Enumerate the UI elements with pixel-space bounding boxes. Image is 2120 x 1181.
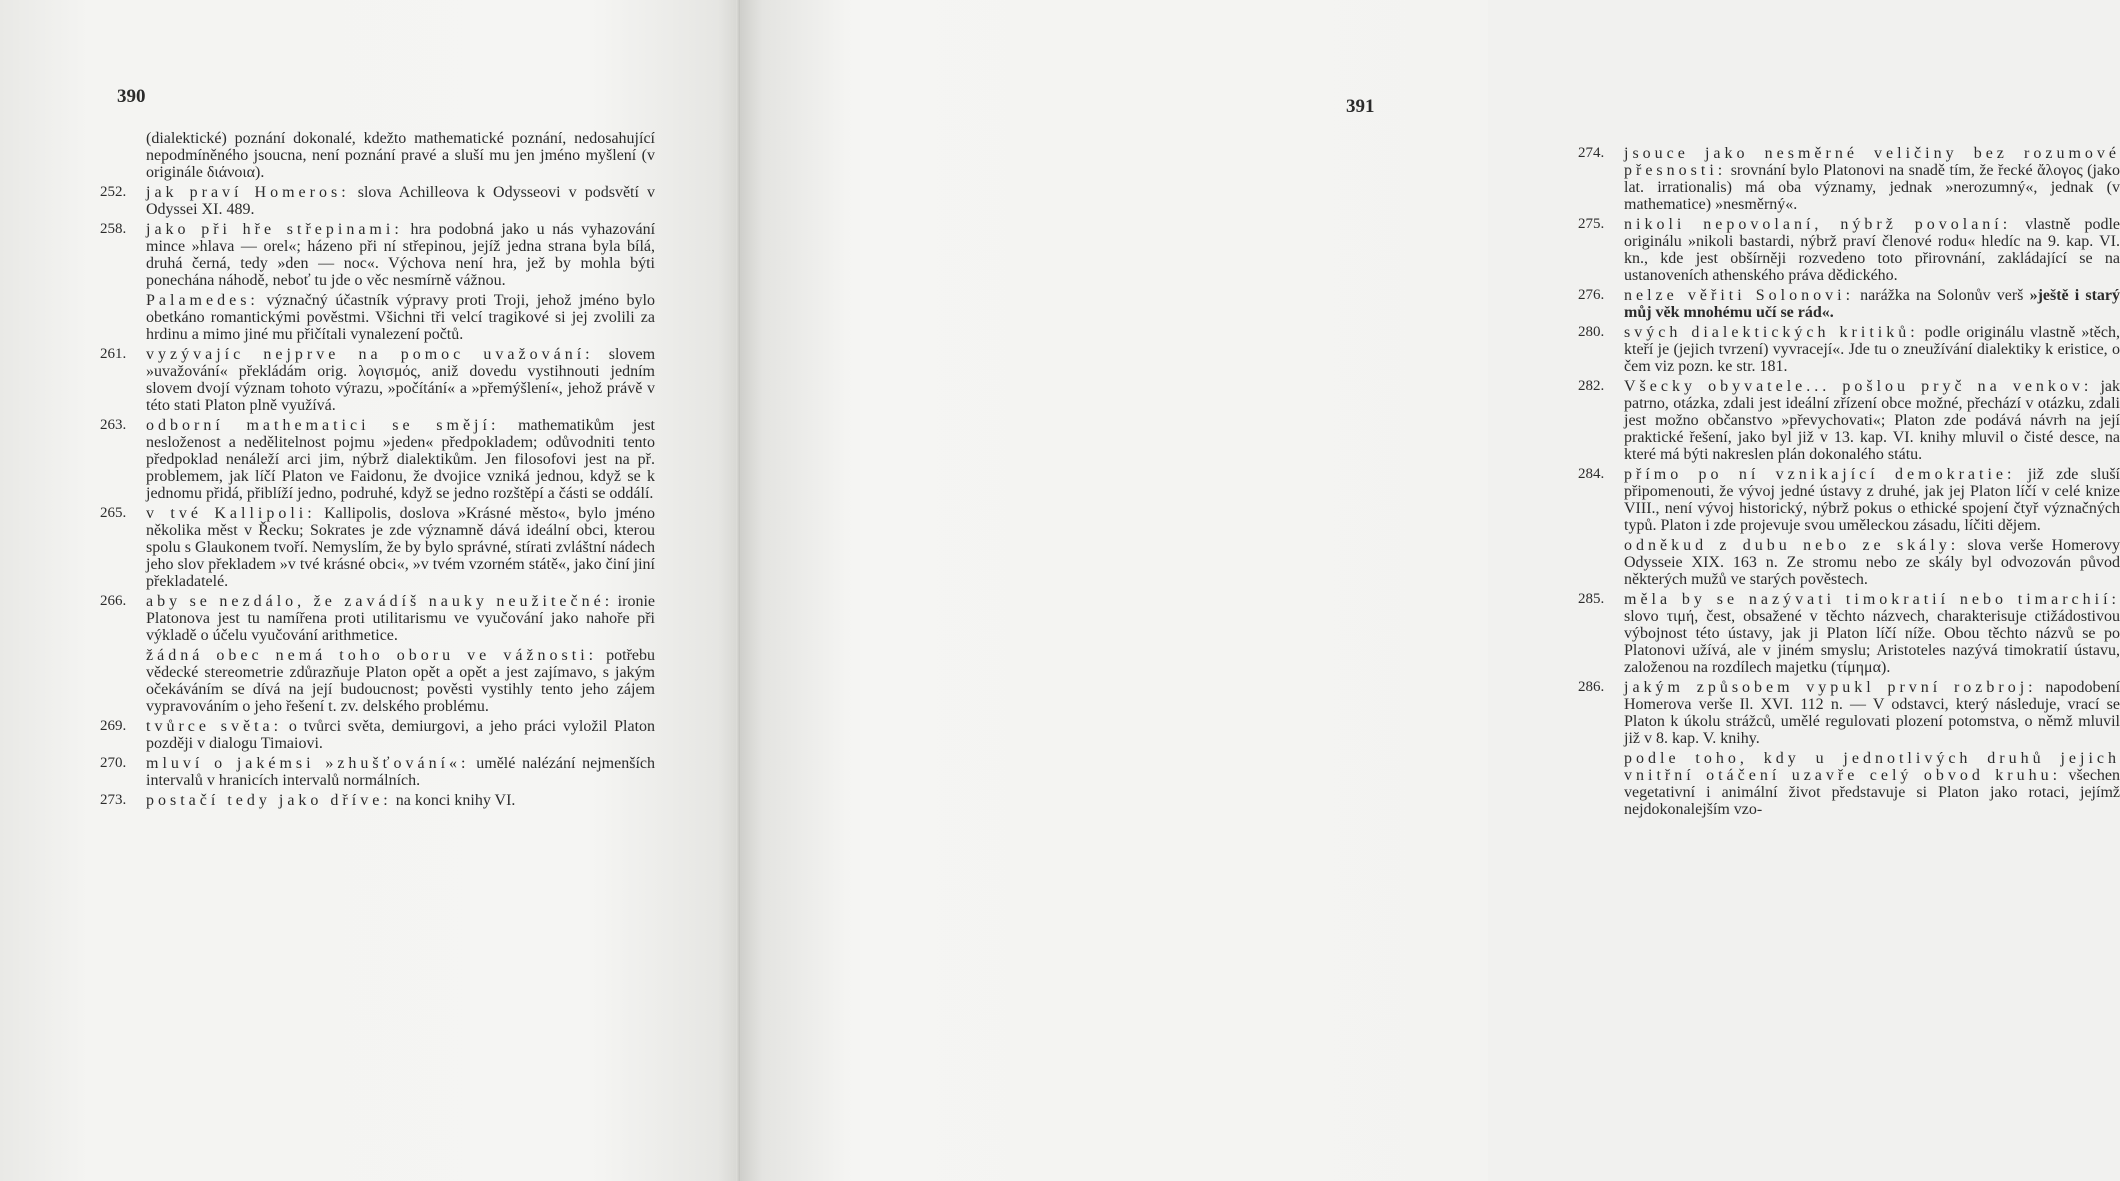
note-text: podle originálu vlastně »těch, kteří je (jejich tvrzení) vyvracejí«. Jde tu o zneužívání dialektiky k eristice, o čem viz pozn. ke str. 181.: [1624, 324, 2120, 375]
note-text: Kallipolis, doslova »Krásné město«, bylo jméno několika měst v Řecku; Sokrates je zde významně dává ideální obci, kterou spolu s Glaukonem tvoří. Nemyslím, že by bylo správné, stírati zvláštní nádech jeho slov překladem »v tvé krásné obci«, »v tvém vzorném státě«, jako činí jiní překladatelé.: [146, 505, 656, 590]
note-number: 276.: [1578, 287, 1605, 303]
right-page: [740, 0, 2120, 1181]
note: [1578, 378, 2120, 463]
note-text: hra podobná jako u nás vyhazování mince »hlava — orel«; házeno při ní střepinou, jejíž jedna strana byla bílá, druhá černá, tedy »den — noc«. Výchova není hra, jež by mohla býti ponechána náhodě, neboť tu jde o věc nesmírně vážnou.: [146, 221, 656, 289]
note-number: 252.: [100, 184, 127, 200]
note-lemma: v tvé Kallipoli:: [146, 505, 316, 522]
note: [100, 417, 655, 502]
note-lemma: mluví o jakémsi »zhušťování«:: [146, 755, 470, 772]
note: [100, 792, 655, 809]
note-lemma: odněkud z dubu nebo ze skály:: [1624, 537, 1960, 554]
note-text: význačný účastník výpravy proti Troji, jehož jméno bylo obetkáno romantickými pověstmi. Všichni tři velcí tragikové si jej zvolili za hrdinu a mimo jiné mu přičítali vynalezení počtů.: [146, 292, 655, 343]
note-lemma: postačí tedy jako dříve:: [146, 792, 392, 809]
note-text: narážka na Solonův verš: [1860, 287, 2024, 304]
note-text: srovnání bylo Platonovi na snadě tím, že řecké ἄλογος (jako lat. irrationalis) má oba významy, jednak »nerozumný«, jednak (v mathematice) »nesměrný«.: [1624, 162, 2120, 213]
note-lemma: Všecky obyvatele... pošlou pryč na venkov:: [1624, 378, 2093, 395]
note-lemma: jak praví Homeros:: [146, 184, 350, 201]
note-number: 282.: [1578, 378, 1605, 394]
page-number: 391: [1346, 96, 1375, 117]
note-text: vlastně podle originálu »nikoli bastardi, nýbrž praví členové rodu« hledíc na 9. kap. VI. kn., kde jest obšírněji rozvedeno toto přirovnání, zakládající se na ustanoveních athenského práva dědického.: [1624, 216, 2120, 284]
note: [1578, 216, 2120, 284]
note-text: ironie Platonova jest tu namířena proti utilitarismu ve vyučování jako nahoře při výkladě o účelu vyučování arithmetice.: [146, 593, 655, 644]
note: [100, 505, 655, 590]
note-lemma: Palamedes:: [146, 292, 259, 309]
note-number: 269.: [100, 718, 127, 734]
note-number: 263.: [100, 417, 127, 433]
note-text: již zde sluší připomenouti, že vývoj jedné ústavy z druhé, jak jej Platon líčí v celé knize VIII., není vývoj historický, nýbrž pokus o ethické spojení čtyř význačných typů. Platon i zde projevuje svou uměleckou zásadu, líčiti dějem.: [1624, 466, 2120, 534]
note-lemma: měla by se nazývati timokratií nebo timarchií:: [1624, 591, 2120, 608]
note-number: 258.: [100, 221, 127, 237]
note-lemma: vyzývajíc nejprve na pomoc uvažování:: [146, 346, 594, 363]
note: [1578, 750, 2120, 818]
note-text: na konci knihy VI.: [395, 792, 516, 809]
note: [100, 346, 655, 414]
note-lemma: jako při hře střepinami:: [146, 221, 403, 238]
note-text: slovo τιμή, čest, obsažené v těchto názvech, charakterisuje ctižádostivou výbojnost této ústavy, jak ji Platon líčí níže. Obou těchto názvů se po Platonovi užívá, ale v jiném smyslu; Aristoteles nazývá timokratií ústavu, založenou na rozdílech majetku (τίμημα).: [1624, 608, 2120, 676]
note-lemma: odborní mathematici se smějí:: [146, 417, 500, 434]
note: [1578, 324, 2120, 375]
note: [100, 292, 655, 343]
note: [100, 755, 655, 789]
note-number: 265.: [100, 505, 127, 521]
note-lemma: podle toho, kdy u jednotlivých druhů jejich vnitřní otáčení uzavře celý obvod kruhu:: [1624, 750, 2120, 784]
left-page: [0, 0, 740, 1181]
note: [100, 593, 655, 644]
note-lemma: svých dialektických kritiků:: [1624, 324, 1919, 341]
note-lemma: nikoli nepovolaní, nýbrž povolaní:: [1624, 216, 2012, 233]
note-number: 273.: [100, 792, 127, 808]
note: [1578, 537, 2120, 588]
note: [100, 647, 655, 715]
note-text: slovem »uvažování« překládám orig. λογισμός, aniž dovedu vystihnouti jedním slovem dvojí význam tohoto výrazu, »počítání« a »přemýšlení«, jehož právě v této stati Platon plně využívá.: [146, 346, 656, 414]
note-number: 280.: [1578, 324, 1605, 340]
note-text: o tvůrci světa, demiurgovi, a jeho práci vyložil Platon později v dialogu Timaiovi.: [146, 718, 656, 752]
note-text: slova Achilleova k Odysseovi v podsvětí v Odyssei XI. 489.: [146, 184, 656, 218]
note-number: 285.: [1578, 591, 1605, 607]
note: [1578, 466, 2120, 534]
note-lemma: aby se nezdálo, že zavádíš nauky neužitečné:: [146, 593, 614, 610]
note-text: slova verše Homerovy Odysseie XIX. 163 n. Ze stromu nebo ze skály byl odvozován původ některých mužů ve starých pověstech.: [1624, 537, 2120, 588]
note-text: jak patrno, otázka, zdali jest ideální zřízení obce možné, přechází v otázku, zdali jest možno občanstvo »převychovati«; Platon zde podává návrh na její praktické řešení, jako byl již v 13. kap. VI. knihy mluvil o čisté desce, na které má býti nakreslen plán dokonalého státu.: [1624, 378, 2120, 463]
note-lemma: tvůrce světa:: [146, 718, 283, 735]
note-number: 275.: [1578, 216, 1605, 232]
note: [100, 221, 655, 289]
note-text: umělé nalézání nejmenších intervalů v hranicích intervalů normálních.: [146, 755, 655, 789]
note: [1578, 287, 2120, 321]
note-lemma: přímo po ní vznikající demokratie:: [1624, 466, 2016, 483]
note-lemma: nelze věřiti Solonovi:: [1624, 287, 1855, 304]
note-text: (dialektické) poznání dokonalé, kdežto mathematické poznání, nedosahující nepodmíněného jsoucna, není poznání pravé a sluší mu jen jméno myšlení (v originále διάνοια).: [146, 130, 655, 181]
note: [100, 184, 655, 218]
note-number: 270.: [100, 755, 127, 771]
note-number: 274.: [1578, 145, 1605, 161]
note: [1578, 145, 2120, 213]
note-lemma: jsouce jako nesměrné veličiny bez rozumové přesnosti:: [1624, 145, 2120, 179]
note-number: 286.: [1578, 679, 1605, 695]
note-lemma: jakým způsobem vypukl první rozbroj:: [1624, 679, 2037, 696]
note-lemma: žádná obec nemá toho oboru ve vážnosti:: [146, 647, 598, 664]
note-text: potřebu vědecké stereometrie zdůrazňuje Platon opět a opět a jest zajímavo, s jakým očekáváním se dívá na její budoucnost; pověsti vystihly tento jeho zájem vypravováním o jeho řešení t. zv. delského problému.: [146, 647, 655, 715]
note-quote: »ještě i starý můj věk mnohému učí se rád«.: [1624, 287, 2120, 321]
note-text: napodobení Homerova verše Il. XVI. 112 n. — V odstavci, který následuje, vrací se Platon k úkolu strážců, umělé regulovati plození potomstva, o němž mluvil již v 8. kap. V. knihy.: [1624, 679, 2120, 747]
note-number: 261.: [100, 346, 127, 362]
note-text: mathematikům jest nesloženost a nedělitelnost pojmu »jeden« předpokladem; odůvodniti tento předpoklad nenáleží arci jim, nýbrž dialektikům. Jen filosofovi jest na př. problemem, jak líčí Platon ve Faidonu, že dvojice vzniká jednou, když se k jednomu přidá, přiblíží jedno, podruhé, když se jedno rozštěpí a části se oddálí.: [146, 417, 655, 502]
note: [1578, 591, 2120, 676]
note-text: všechen vegetativní i animální život představuje si Platon jako rotaci, jejímž nejdokonalejším vzo-: [1624, 767, 2120, 818]
note-number: 284.: [1578, 466, 1605, 482]
note: [1578, 679, 2120, 747]
note: [100, 718, 655, 752]
notes-column: [100, 130, 655, 812]
notes-column: [1578, 145, 2120, 821]
page-number: 390: [117, 86, 146, 107]
note-number: 266.: [100, 593, 127, 609]
note: [100, 130, 655, 181]
